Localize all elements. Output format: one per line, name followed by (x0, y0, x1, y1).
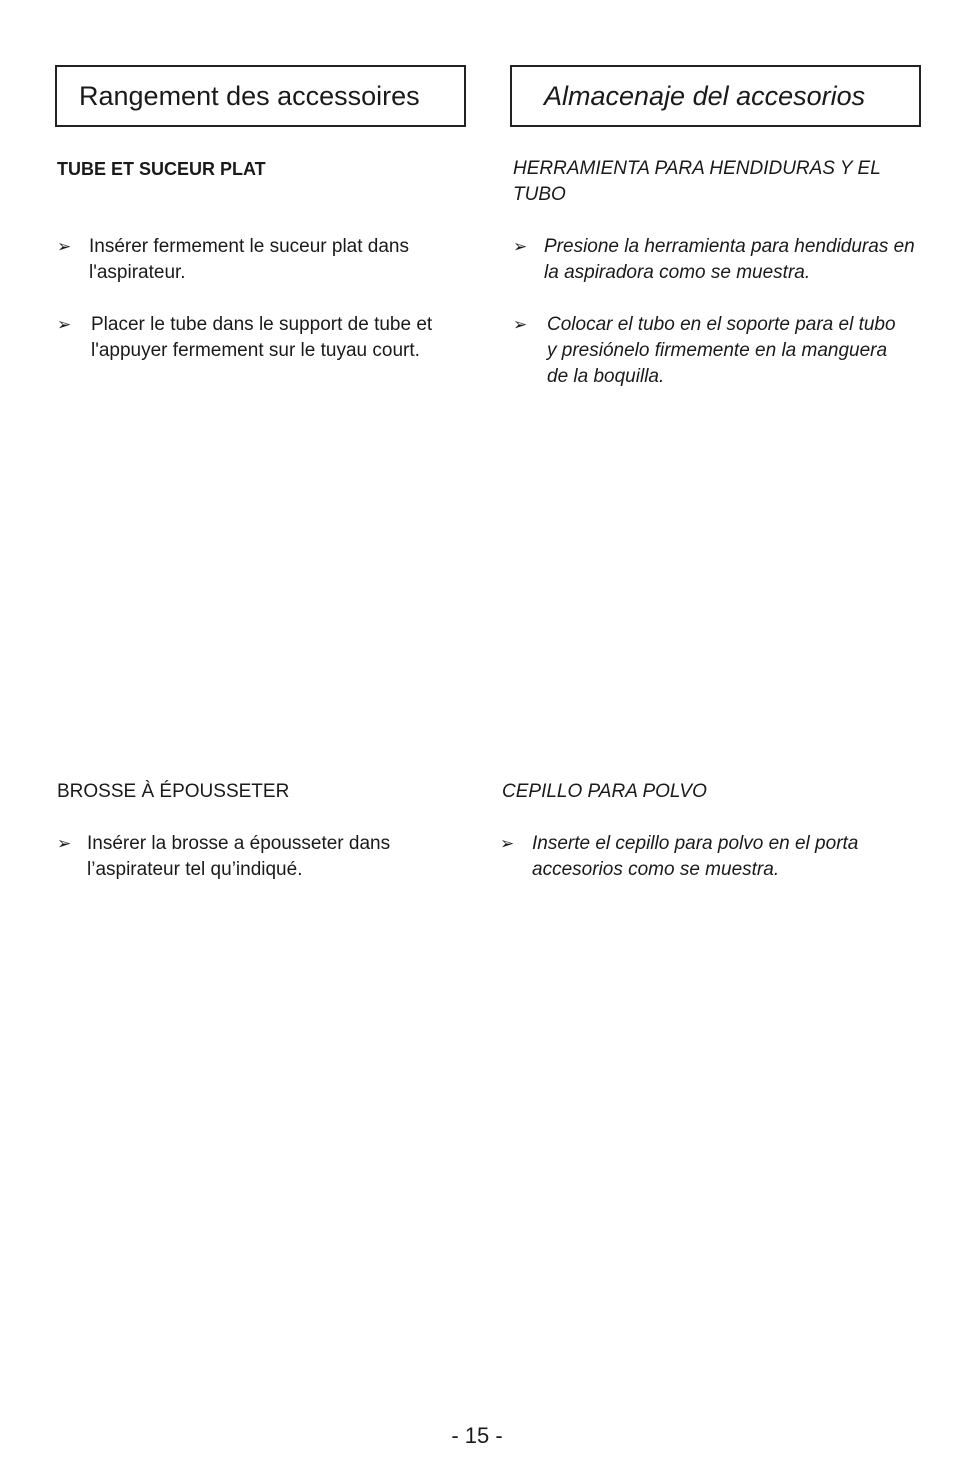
french-bullet-2-text: Placer le tube dans le support de tube et l'appuyer fermement sur le tuyau court. (91, 314, 433, 361)
spanish-bullet-1 (513, 234, 923, 286)
page-number: - 15 - (451, 1423, 503, 1448)
french-section2-heading: BROSSE À ÉPOUSSETER (57, 781, 290, 802)
spanish-bullet-2 (513, 312, 918, 390)
french-bullet-1-text: Insérer fermement le suceur plat dans l'aspirateur. (89, 236, 409, 283)
spanish-bullet-3 (500, 831, 910, 883)
bullet-arrow-icon: ➢ (500, 834, 515, 853)
french-bullet-1 (57, 234, 457, 286)
french-bullet-3 (57, 831, 457, 883)
bullet-arrow-icon: ➢ (513, 237, 528, 256)
bullet-arrow-icon: ➢ (513, 315, 528, 334)
spanish-bullet-1-text: Presione la herramienta para hendiduras en la aspiradora como se muestra. (544, 236, 915, 283)
french-section1-heading: TUBE ET SUCEUR PLAT (57, 159, 266, 179)
french-bullet-2 (57, 312, 462, 364)
bullet-arrow-icon: ➢ (57, 834, 72, 853)
spanish-section2-heading: CEPILLO PARA POLVO (502, 781, 707, 802)
french-bullet-3-text: Insérer la brosse a épousseter dans l’aspirateur tel qu’indiqué. (87, 833, 391, 880)
spanish-section1-heading: HERRAMIENTA PARA HENDIDURAS Y EL TUBO (513, 158, 881, 205)
bullet-arrow-icon: ➢ (57, 315, 72, 334)
spanish-bullet-2-text: Colocar el tubo en el soporte para el tubo y presiónelo firmemente en la manguera de la boquilla. (547, 314, 896, 387)
french-title: Rangement des accessoires (79, 80, 420, 111)
spanish-title: Almacenaje del accesorios (544, 80, 866, 111)
spanish-bullet-3-text: Inserte el cepillo para polvo en el porta accesorios como se muestra. (532, 833, 859, 880)
spanish-title-box (510, 65, 921, 127)
bullet-arrow-icon: ➢ (57, 237, 72, 256)
french-title-box (55, 65, 466, 127)
